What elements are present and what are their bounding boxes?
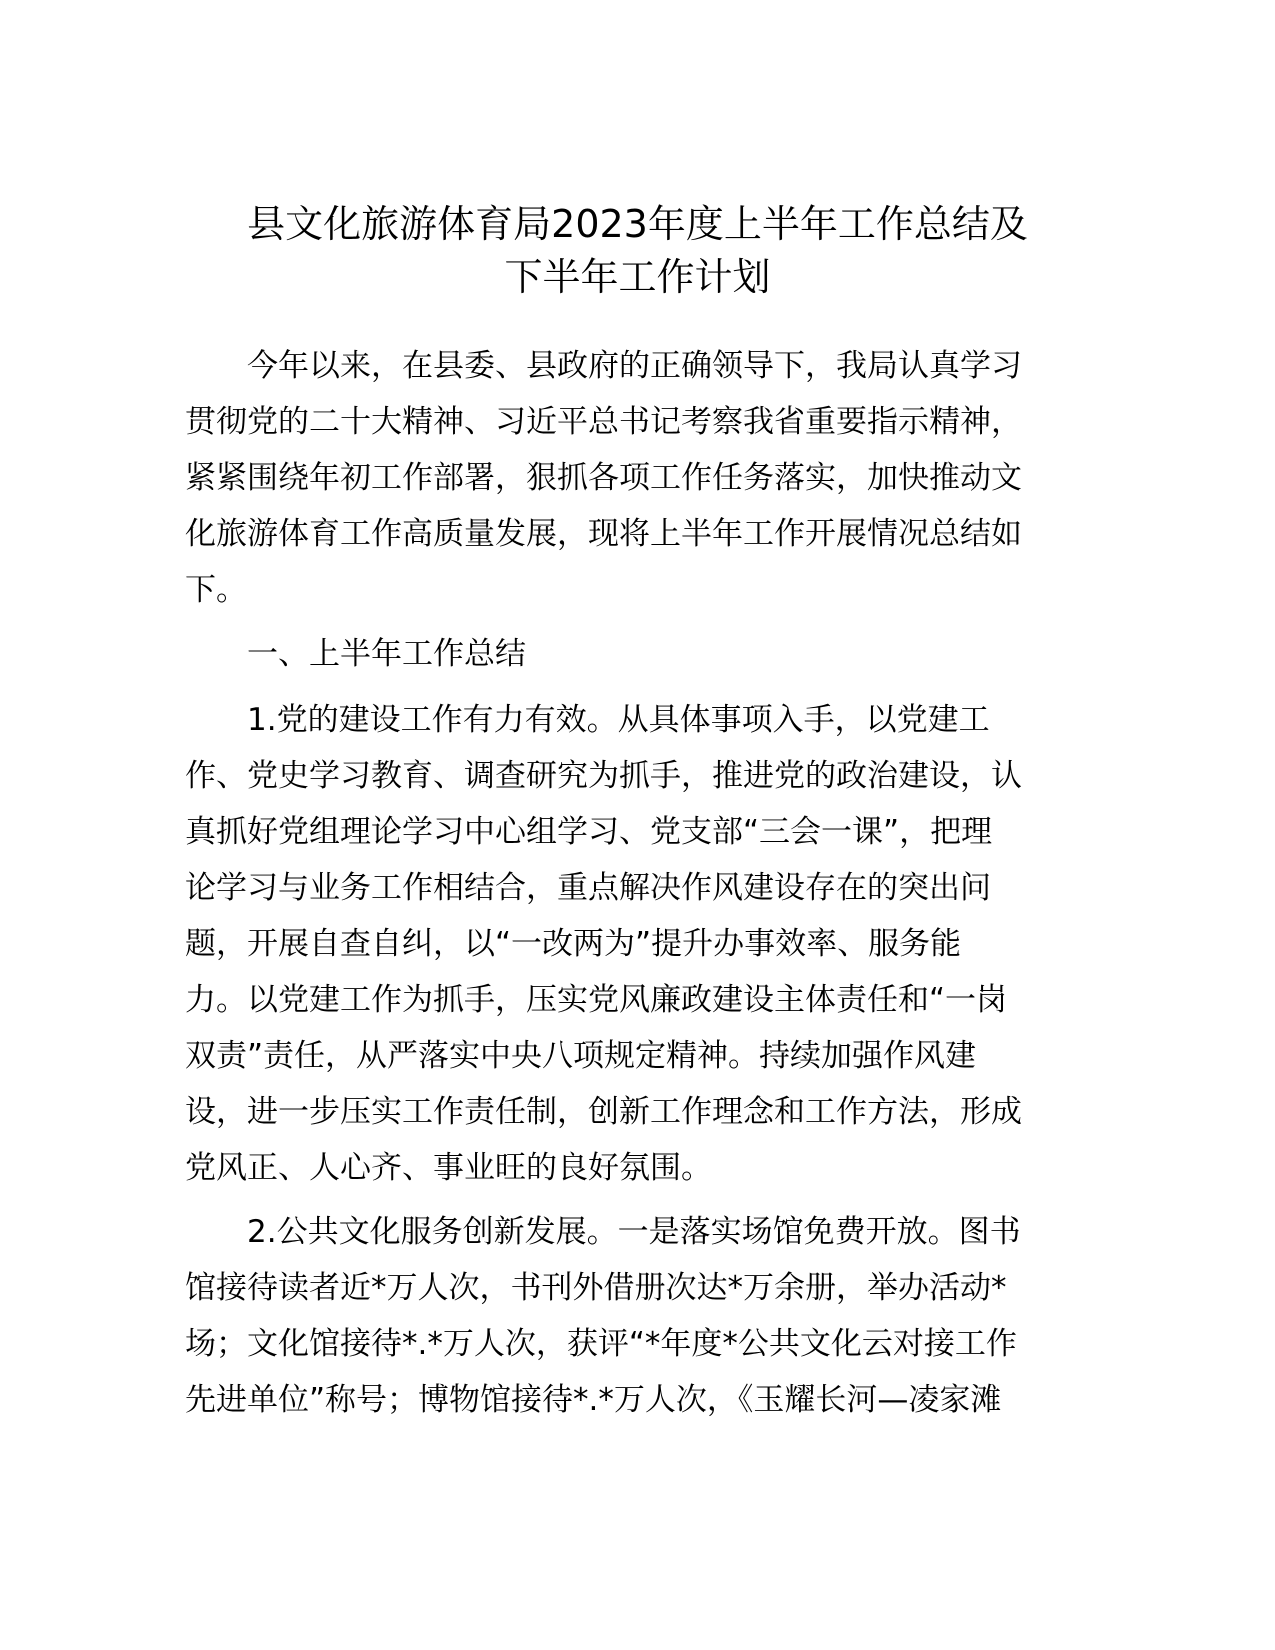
paragraph-1-line-6: 力。以党建工作为抓手，压实党风廉政建设主体责任和“一岗 — [185, 982, 1008, 1018]
paragraph-2-line-2: 馆接待读者近*万人次，书刊外借册次达*万余册，举办活动* — [185, 1270, 1007, 1306]
paragraph-1-line-7: 双责”责任，从严落实中央八项规定精神。持续加强作风建 — [185, 1038, 977, 1074]
paragraph-intro-line-1: 今年以来，在县委、县政府的正确领导下，我局认真学习 — [185, 348, 1022, 384]
paragraph-1-line-5: 题，开展自查自纠，以“一改两为”提升办事效率、服务能 — [185, 926, 962, 962]
paragraph-1-line-3: 真抓好党组理论学习中心组学习、党支部“三会一课”，把理 — [185, 814, 993, 850]
paragraph-1-line-2: 作、党史学习教育、调查研究为抓手，推进党的政治建设，认 — [185, 758, 1022, 794]
document-title-line-1: 县文化旅游体育局2023年度上半年工作总结及 — [247, 202, 1028, 246]
paragraph-intro-line-5: 下。 — [185, 572, 247, 608]
paragraph-1-line-8: 设，进一步压实工作责任制，创新工作理念和工作方法，形成 — [185, 1094, 1022, 1130]
paragraph-2-line-4: 先进单位”称号；博物馆接待*.*万人次，《玉耀长河—凌家滩 — [185, 1382, 1002, 1418]
document-title-line-2: 下半年工作计划 — [504, 255, 771, 299]
paragraph-1-line-9: 党风正、人心齐、事业旺的良好氛围。 — [185, 1150, 712, 1186]
paragraph-intro-line-2: 贯彻党的二十大精神、习近平总书记考察我省重要指示精神， — [185, 404, 1022, 440]
paragraph-intro-line-3: 紧紧围绕年初工作部署，狠抓各项工作任务落实，加快推动文 — [185, 460, 1022, 496]
paragraph-1-line-1: 1.党的建设工作有力有效。从具体事项入手，以党建工 — [185, 702, 990, 738]
paragraph-2-line-3: 场；文化馆接待*.*万人次，获评“*年度*公共文化云对接工作 — [185, 1326, 1017, 1362]
paragraph-intro-line-4: 化旅游体育工作高质量发展，现将上半年工作开展情况总结如 — [185, 516, 1022, 552]
paragraph-1-line-4: 论学习与业务工作相结合，重点解决作风建设存在的突出问 — [185, 870, 991, 906]
section-heading-1: 一、上半年工作总结 — [185, 636, 526, 672]
paragraph-2-line-1: 2.公共文化服务创新发展。一是落实场馆免费开放。图书 — [185, 1214, 1021, 1250]
